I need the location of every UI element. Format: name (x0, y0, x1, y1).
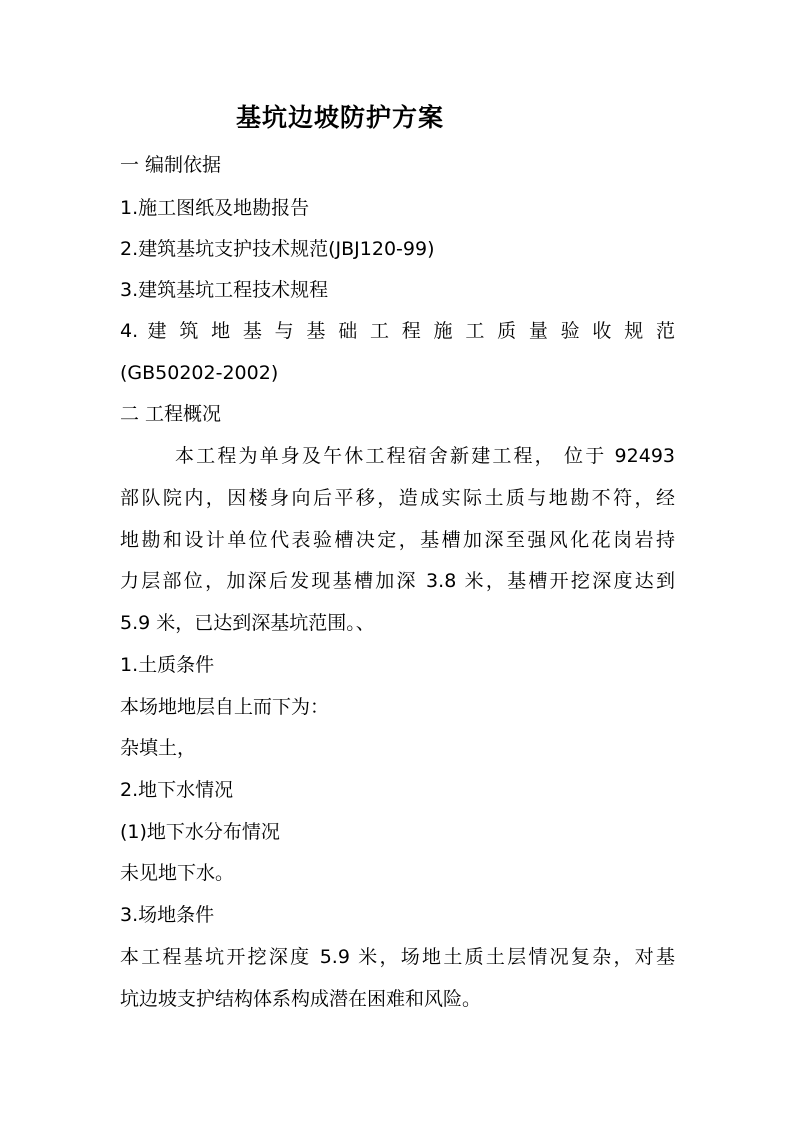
basis-item-4-code: (GB50202-2002) (120, 362, 279, 384)
overview-paragraph-line: 部队院内，因楼身向后平移，造成实际土质与地勘不符，经 (120, 487, 675, 509)
basis-item-3: 3.建筑基坑工程技术规程 (120, 279, 329, 301)
basis-item-2: 2.建筑基坑支护技术规范(JBJ120-99) (120, 238, 435, 260)
groundwater-subitem: (1)地下水分布情况 (120, 821, 280, 843)
overview-paragraph-line: 5.9 米，已达到深基坑范围。、 (120, 612, 375, 634)
section-heading-basis: 一 编制依据 (120, 154, 222, 176)
subheading-groundwater: 2.地下水情况 (120, 779, 234, 801)
overview-paragraph-line: 本工程为单身及午休工程宿舍新建工程， 位于 92493 (175, 445, 675, 467)
site-paragraph-line: 本工程基坑开挖深度 5.9 米，场地土质土层情况复杂，对基 (120, 946, 675, 968)
site-paragraph-line: 坑边坡支护结构体系构成潜在困难和风险。 (120, 988, 482, 1010)
overview-paragraph-line: 地勘和设计单位代表验槽决定，基槽加深至强风化花岗岩持 (120, 529, 675, 551)
soil-text: 本场地地层自上而下为： (120, 696, 330, 718)
section-heading-overview: 二 工程概况 (120, 403, 222, 425)
soil-layer: 杂填土， (120, 737, 197, 759)
basis-item-4: 4. 建 筑 地 基 与 基 础 工 程 施 工 质 量 验 收 规 范 (120, 320, 675, 342)
basis-item-1: 1.施工图纸及地勘报告 (120, 197, 310, 219)
groundwater-text: 未见地下水。 (120, 862, 235, 884)
document-title: 基坑边坡防护方案 (235, 103, 444, 132)
overview-paragraph-line: 力层部位，加深后发现基槽加深 3.8 米，基槽开挖深度达到 (120, 570, 675, 592)
subheading-soil: 1.土质条件 (120, 654, 215, 676)
subheading-site: 3.场地条件 (120, 904, 215, 926)
